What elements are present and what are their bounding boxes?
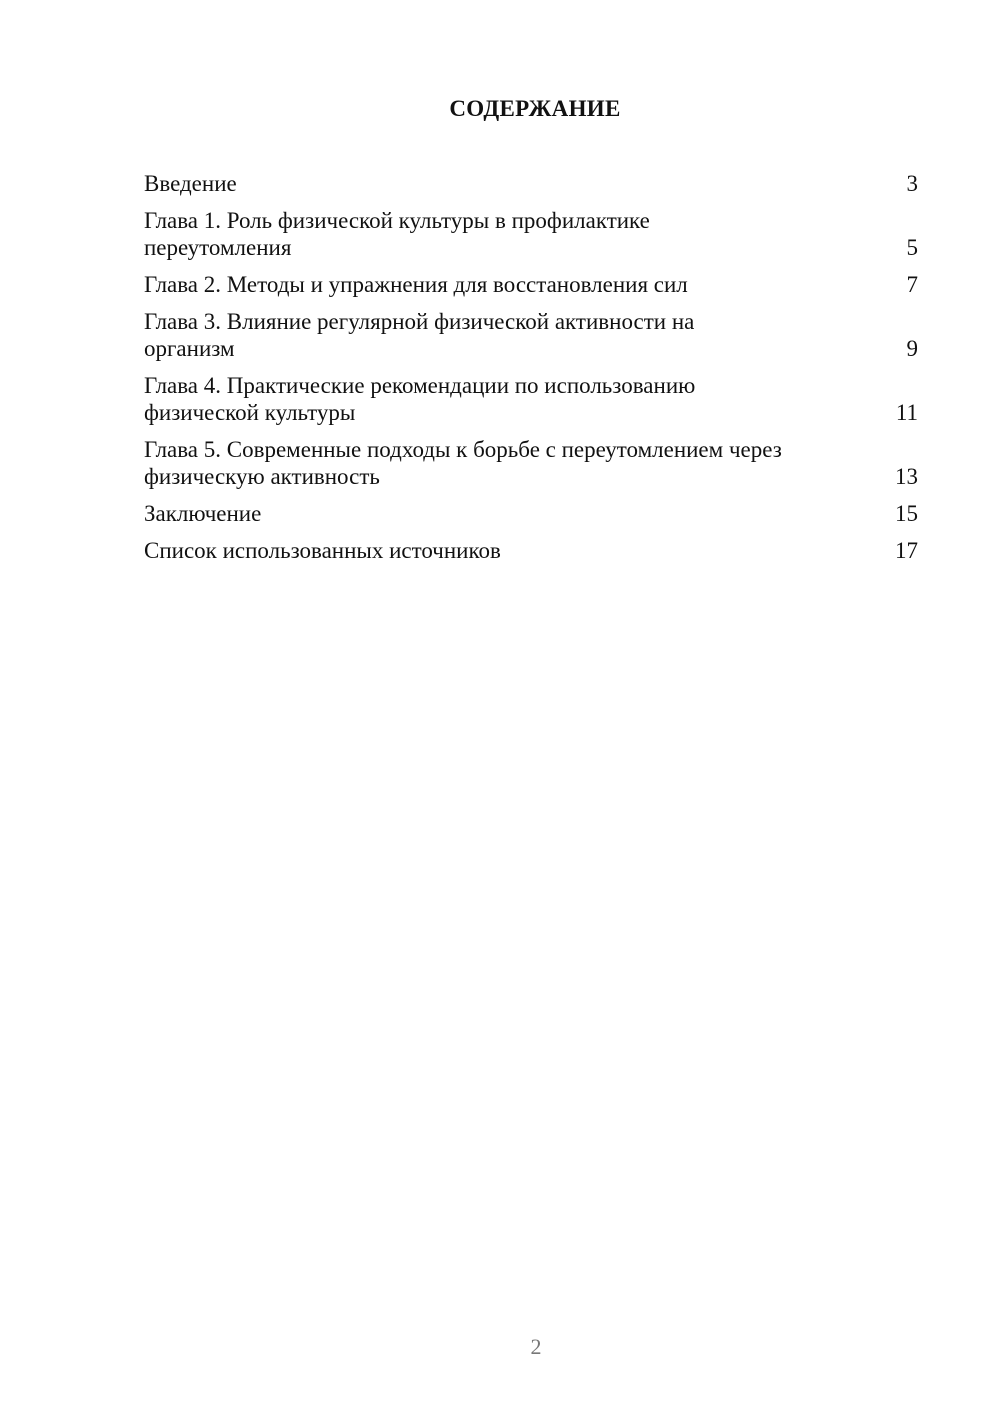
toc-entry-text: Глава 5. Современные подходы к борьбе с переутомлением через физическую активность: [144, 437, 782, 489]
toc-entry-text: Список использованных источников: [144, 538, 501, 563]
toc-entry-introduction: [144, 170, 918, 197]
toc-entry-page: 13: [895, 464, 918, 489]
toc-entry-conclusion: [144, 500, 918, 527]
toc-entry-chapter-1: [144, 207, 918, 261]
toc-entry-text: Заключение: [144, 501, 262, 526]
toc-entry-page: 9: [906, 336, 918, 361]
toc-entry-chapter-4: [144, 372, 918, 426]
toc-entry-chapter-5: [144, 436, 918, 490]
toc-entry-chapter-2: [144, 271, 918, 298]
toc-entry-text: Глава 2. Методы и упражнения для восстановления сил: [144, 272, 688, 297]
toc-entry-page: 17: [895, 538, 918, 563]
toc-entry-text: Глава 1. Роль физической культуры в профилактике переутомления: [144, 208, 650, 260]
toc-entry-page: 3: [906, 171, 918, 196]
toc-entry-text: Глава 3. Влияние регулярной физической активности на организм: [144, 309, 695, 361]
table-of-contents: [144, 170, 918, 574]
toc-entry-page: 5: [906, 235, 918, 260]
toc-entry-references: [144, 537, 918, 564]
toc-entry-page: 15: [895, 501, 918, 526]
toc-entry-page: 11: [895, 400, 918, 425]
toc-entry-page: 7: [906, 272, 918, 297]
toc-title: СОДЕРЖАНИЕ: [449, 96, 621, 121]
toc-entry-chapter-3: [144, 308, 918, 362]
page-number: 2: [530, 1334, 542, 1359]
toc-entry-text: Введение: [144, 171, 237, 196]
toc-entry-text: Глава 4. Практические рекомендации по использованию физической культуры: [144, 373, 696, 425]
